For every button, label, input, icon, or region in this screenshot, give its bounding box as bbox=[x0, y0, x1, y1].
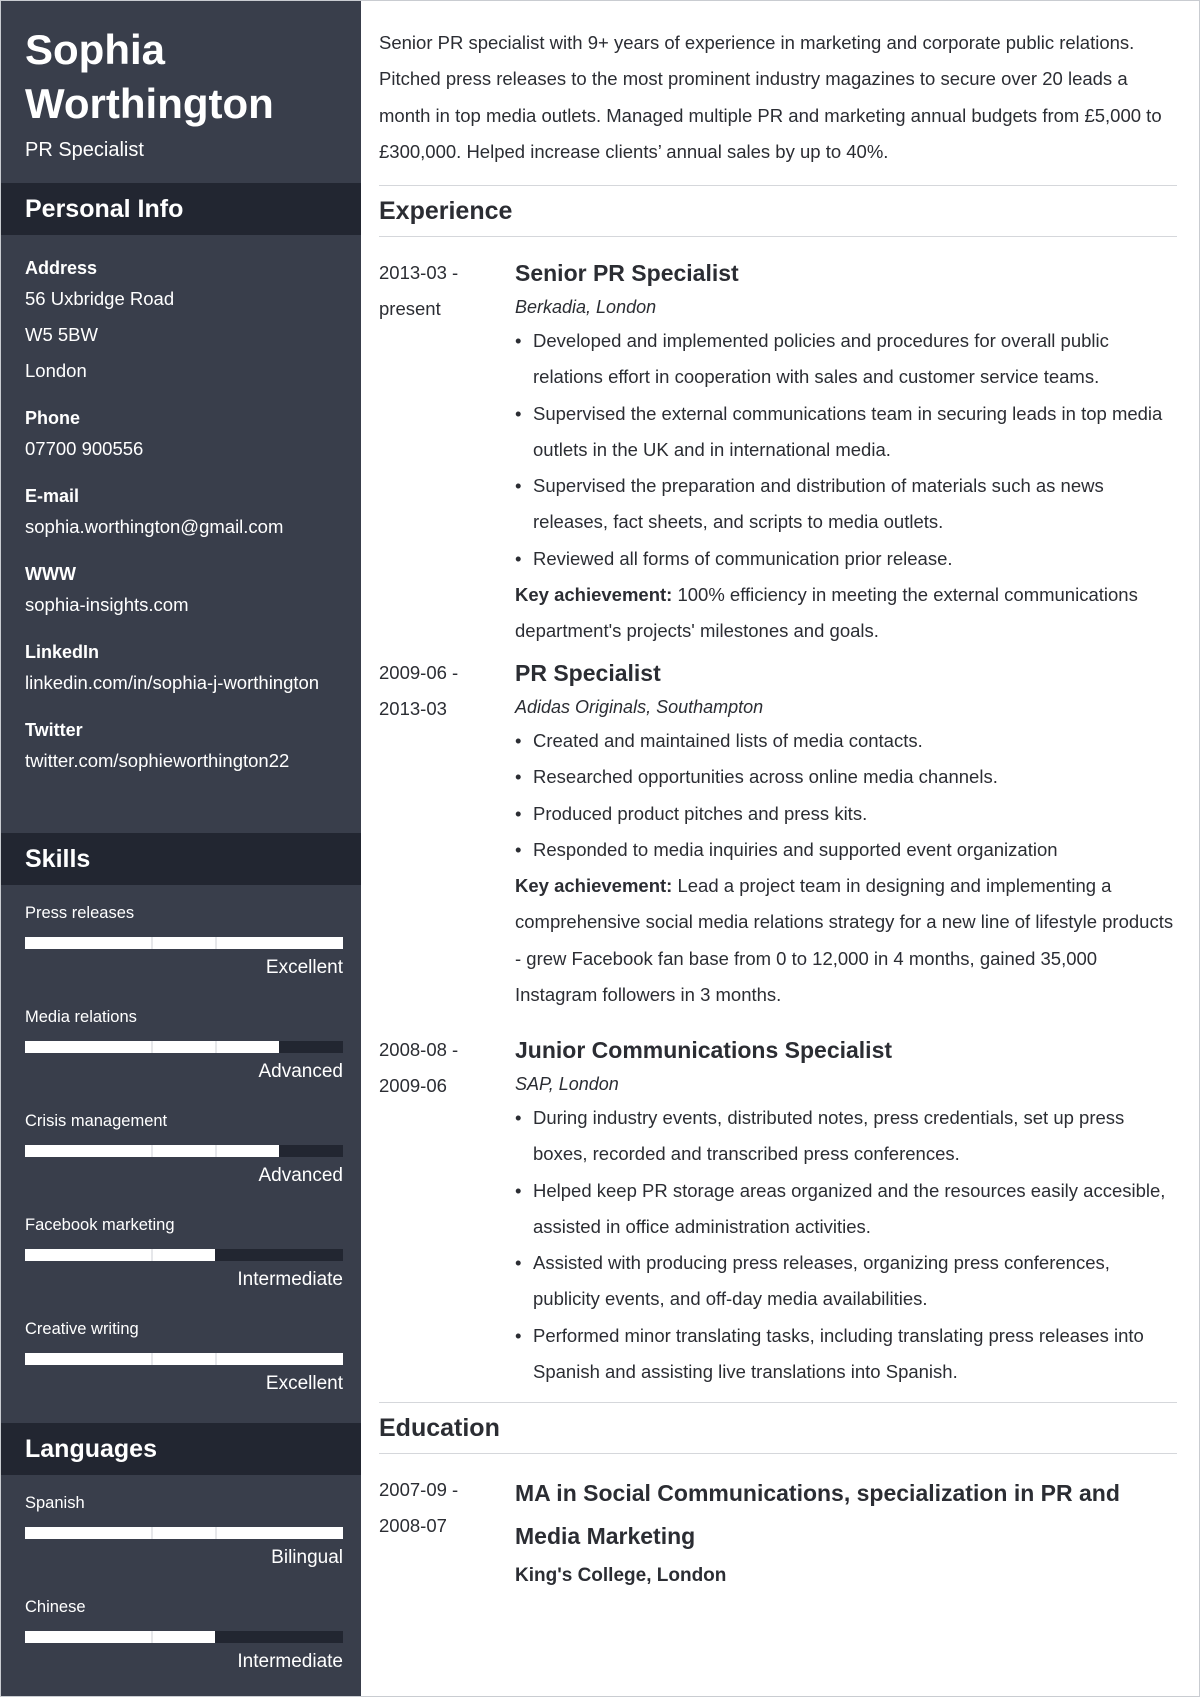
www-value[interactable]: sophia-insights.com bbox=[25, 594, 189, 615]
skill-item bbox=[1, 989, 361, 1093]
experience-heading: Experience bbox=[379, 185, 1177, 237]
language-level-bar bbox=[25, 1631, 343, 1643]
skill-level-label: Intermediate bbox=[237, 1269, 343, 1290]
entry-company: Berkadia, London bbox=[515, 297, 657, 317]
bullet-item: • Performed minor translating tasks, including translating press releases into Spanish and assisting live translations into Spanish. bbox=[515, 1324, 1144, 1383]
entry-dates bbox=[379, 1472, 499, 1544]
person-name bbox=[25, 1, 337, 131]
entry-dates bbox=[379, 655, 499, 727]
bullet-item: • Reviewed all forms of communication prior release. bbox=[515, 547, 953, 569]
bar-segment-divider bbox=[151, 1353, 153, 1365]
skill-name: Crisis management bbox=[25, 1112, 168, 1130]
bullet-item: • Responded to media inquiries and supported event organization bbox=[515, 838, 1058, 860]
language-item bbox=[1, 1579, 361, 1683]
bullet-item: • Helped keep PR storage areas organized and the resources easily accesible, assisted in office administration activities. bbox=[515, 1179, 1166, 1237]
bar-segment-divider bbox=[215, 1145, 217, 1157]
bar-segment-divider bbox=[151, 1041, 153, 1053]
entry-company: SAP, London bbox=[515, 1074, 619, 1094]
entry-dates bbox=[379, 255, 499, 327]
skill-level-bar bbox=[25, 1041, 343, 1053]
skill-level-label: Advanced bbox=[258, 1165, 343, 1186]
bullet-item: • Produced product pitches and press kits. bbox=[515, 802, 868, 824]
bar-segment-divider bbox=[215, 1527, 217, 1539]
skill-name: Media relations bbox=[25, 1008, 137, 1026]
bar-segment-divider bbox=[151, 1527, 153, 1539]
language-name: Chinese bbox=[25, 1598, 86, 1616]
date-start: 2008-08 - bbox=[379, 1039, 459, 1060]
bullet-item: • Developed and implemented policies and procedures for overall public relations effort in cooperation with sales and customer service teams. bbox=[515, 330, 1109, 388]
experience-entry bbox=[379, 1032, 1177, 1402]
date-start: 2009-06 - bbox=[379, 662, 459, 683]
phone-value: 07700 900556 bbox=[25, 438, 144, 459]
address-line: 56 Uxbridge Road bbox=[25, 288, 175, 309]
language-level-fill bbox=[25, 1631, 216, 1643]
date-start: 2013-03 - bbox=[379, 262, 459, 283]
bar-segment-divider bbox=[151, 937, 153, 949]
skill-name: Creative writing bbox=[25, 1320, 139, 1338]
skill-name: Press releases bbox=[25, 904, 135, 922]
bullet-item: • Supervised the external communications team in securing leads in top media outlets in the UK and in international media. bbox=[515, 402, 1163, 460]
entry-title: Senior PR Specialist bbox=[515, 260, 739, 286]
entry-title: PR Specialist bbox=[515, 660, 661, 686]
language-level-label: Intermediate bbox=[237, 1651, 343, 1672]
twitter-value[interactable]: twitter.com/sophieworthington22 bbox=[25, 750, 290, 771]
entry-title: Junior Communications Specialist bbox=[515, 1037, 893, 1063]
key-achievement-label: Key achievement: bbox=[515, 584, 673, 606]
address-value bbox=[25, 281, 337, 389]
languages-heading: Languages bbox=[1, 1423, 361, 1475]
key-achievement-text: 100% efficiency in meeting the external communications department's projects' milestones and goals. bbox=[515, 584, 1138, 642]
date-end: 2013-03 bbox=[379, 698, 447, 719]
date-end: 2009-06 bbox=[379, 1075, 447, 1096]
skill-name: Facebook marketing bbox=[25, 1216, 175, 1234]
skill-level-label: Excellent bbox=[265, 1373, 343, 1394]
language-level-fill bbox=[25, 1527, 343, 1539]
linkedin-label: LinkedIn bbox=[25, 642, 100, 662]
last-name: Worthington bbox=[25, 80, 274, 127]
skill-level-bar bbox=[25, 1353, 343, 1365]
address-line: W5 5BW bbox=[25, 324, 98, 345]
key-achievement bbox=[515, 577, 1177, 650]
www-label: WWW bbox=[25, 564, 76, 584]
degree-title: MA in Social Communications, specialization in PR and Media Marketing bbox=[515, 1480, 1120, 1549]
school-name: King's College, London bbox=[515, 1565, 727, 1586]
experience-entry bbox=[379, 655, 1177, 1032]
date-start: 2007-09 - bbox=[379, 1479, 459, 1500]
bar-segment-divider bbox=[215, 937, 217, 949]
bar-segment-divider bbox=[151, 1631, 153, 1643]
bullet-item: • During industry events, distributed notes, press credentials, set up press boxes, recorded and transcribed press conferences. bbox=[515, 1107, 1125, 1165]
bar-segment-divider bbox=[215, 1249, 217, 1261]
skills-list bbox=[1, 885, 361, 1423]
skill-level-bar bbox=[25, 937, 343, 949]
sidebar bbox=[1, 1, 361, 1696]
personal-info-heading: Personal Info bbox=[1, 183, 361, 235]
job-title: PR Specialist bbox=[25, 139, 144, 161]
skill-level-bar bbox=[25, 1249, 343, 1261]
languages-list bbox=[1, 1475, 361, 1683]
phone-label: Phone bbox=[25, 408, 81, 428]
bar-segment-divider bbox=[215, 1631, 217, 1643]
language-item bbox=[1, 1475, 361, 1579]
entry-bullets bbox=[515, 723, 1177, 868]
bullet-item: • Created and maintained lists of media contacts. bbox=[515, 730, 923, 751]
language-level-label: Bilingual bbox=[271, 1547, 343, 1568]
skill-level-fill bbox=[25, 937, 343, 949]
email-value[interactable]: sophia.worthington@gmail.com bbox=[25, 516, 284, 537]
education-heading: Education bbox=[379, 1402, 1177, 1454]
entry-bullets bbox=[515, 323, 1177, 577]
bar-segment-divider bbox=[215, 1353, 217, 1365]
key-achievement-label: Key achievement: bbox=[515, 875, 673, 897]
main-content bbox=[379, 1, 1177, 1594]
address-label: Address bbox=[25, 258, 98, 278]
profile-summary: Senior PR specialist with 9+ years of experience in marketing and corporate public relations. Pitched press releases to the most prominent industry magazines to secure over 20 leads a month in top media outlets. Managed multiple PR and marketing annual budgets from £5,000 to £300,000. Helped increase clients’ annual sales by up to 40%. bbox=[379, 32, 1162, 162]
skill-level-label: Advanced bbox=[258, 1061, 343, 1082]
bullet-item: • Researched opportunities across online media channels. bbox=[515, 766, 998, 788]
date-end: present bbox=[379, 298, 441, 319]
bar-segment-divider bbox=[215, 1041, 217, 1053]
bar-segment-divider bbox=[151, 1145, 153, 1157]
skill-level-bar bbox=[25, 1145, 343, 1157]
entry-dates bbox=[379, 1032, 499, 1104]
twitter-label: Twitter bbox=[25, 720, 83, 740]
skill-level-fill bbox=[25, 1249, 216, 1261]
linkedin-value[interactable]: linkedin.com/in/sophia-j-worthington bbox=[25, 672, 320, 693]
bullet-item: • Supervised the preparation and distribution of materials such as news releases, fact sheets, and scripts to media outlets. bbox=[515, 475, 1104, 533]
first-name: Sophia bbox=[25, 26, 166, 73]
key-achievement bbox=[515, 868, 1177, 1013]
key-achievement-text: Lead a project team in designing and implementing a comprehensive social media relations strategy for a new line of lifestyle products - grew Facebook fan base from 0 to 12,000 in 4 months, gained 35,000 Instagram followers in 3 months. bbox=[515, 875, 1174, 1006]
skill-item bbox=[1, 1093, 361, 1197]
skill-level-fill bbox=[25, 1353, 343, 1365]
skills-heading: Skills bbox=[1, 833, 361, 885]
language-level-bar bbox=[25, 1527, 343, 1539]
skill-item bbox=[1, 885, 361, 989]
address-line: London bbox=[25, 360, 87, 381]
bar-segment-divider bbox=[151, 1249, 153, 1261]
entry-company: Adidas Originals, Southampton bbox=[515, 697, 764, 717]
experience-entry bbox=[379, 255, 1177, 655]
skill-item bbox=[1, 1301, 361, 1405]
language-name: Spanish bbox=[25, 1494, 85, 1512]
skill-item bbox=[1, 1197, 361, 1301]
email-label: E-mail bbox=[25, 486, 80, 506]
education-entry bbox=[379, 1472, 1177, 1594]
entry-bullets bbox=[515, 1100, 1177, 1390]
date-end: 2008-07 bbox=[379, 1515, 447, 1536]
skill-level-label: Excellent bbox=[265, 957, 343, 978]
bullet-item: • Assisted with producing press releases, organizing press conferences, publicity events, and off-day media availabilities. bbox=[515, 1252, 1110, 1310]
